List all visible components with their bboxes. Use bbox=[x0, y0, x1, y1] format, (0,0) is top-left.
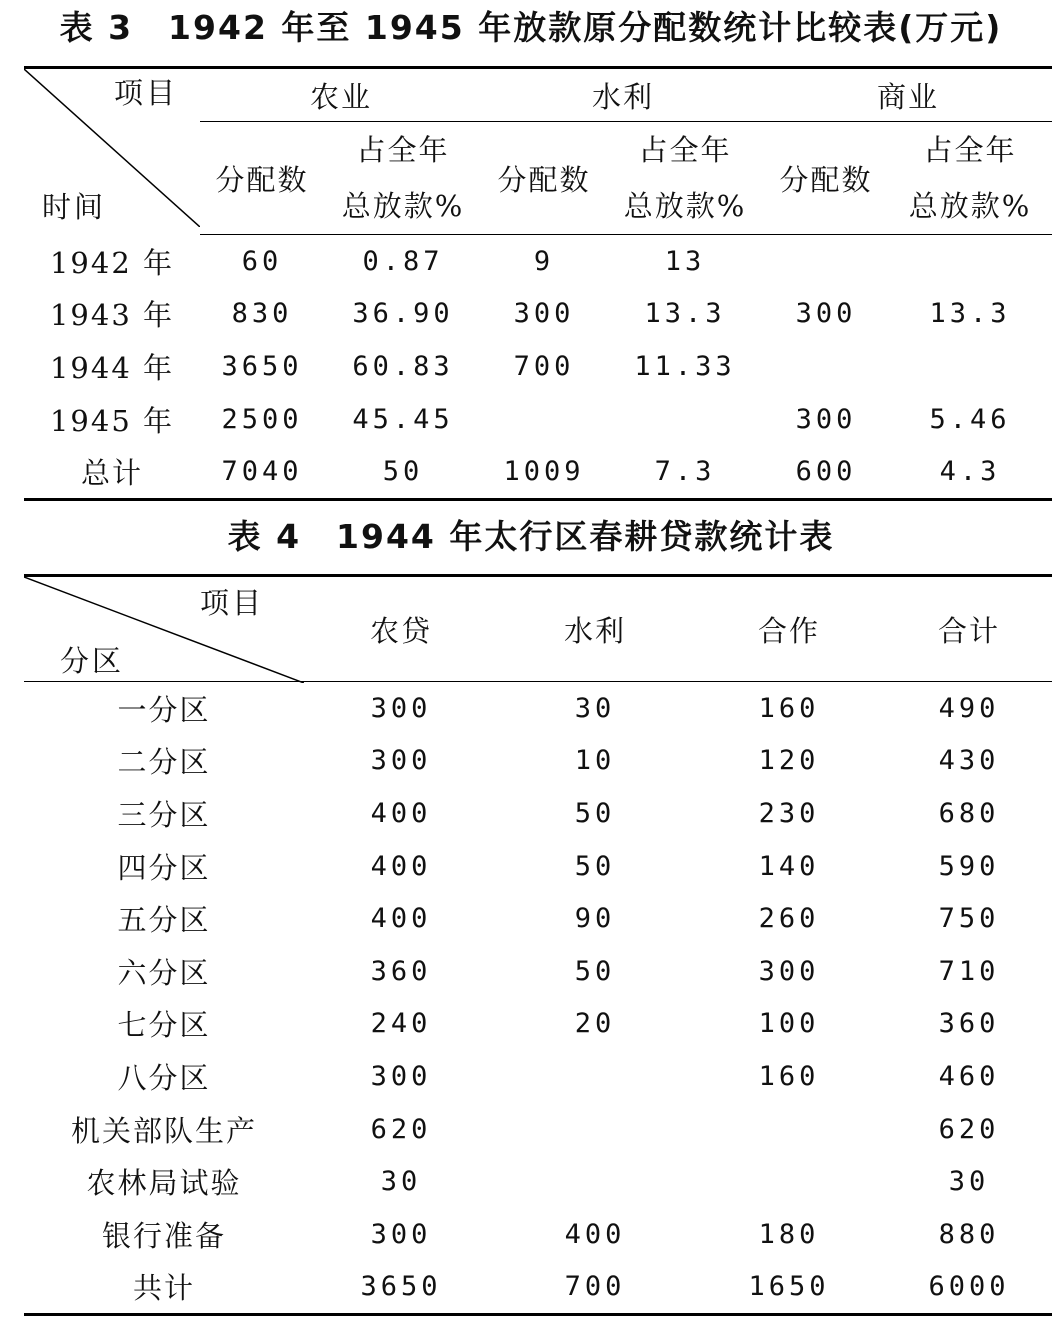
subheader-amount: 分配数 bbox=[764, 122, 888, 235]
table-row bbox=[24, 945, 1052, 998]
table3 bbox=[24, 66, 1052, 501]
table-cell: 700 bbox=[564, 1271, 626, 1303]
subheader-percent: 占全年 总放款% bbox=[888, 122, 1052, 235]
table-cell: 36.90 bbox=[352, 298, 454, 330]
row-label: 五分区 bbox=[117, 903, 211, 938]
table-cell: 300 bbox=[795, 403, 857, 435]
table-cell: 0.87 bbox=[362, 245, 444, 277]
table-cell: 13.3 bbox=[929, 298, 1011, 330]
table-cell bbox=[764, 340, 888, 393]
corner-time-label: 时间 bbox=[42, 190, 107, 224]
table-cell: 4.3 bbox=[939, 456, 1001, 488]
table-cell: 460 bbox=[938, 1060, 1000, 1092]
subheader-amount: 分配数 bbox=[200, 122, 324, 235]
table-cell: 300 bbox=[370, 745, 432, 777]
table-cell: 30 bbox=[574, 692, 616, 724]
table-cell: 1650 bbox=[748, 1271, 830, 1303]
row-label: 总计 bbox=[80, 456, 143, 491]
table-cell: 590 bbox=[938, 850, 1000, 882]
corner-item-label: 项目 bbox=[114, 76, 179, 110]
table-cell: 7.3 bbox=[654, 456, 716, 488]
table-cell: 11.33 bbox=[634, 350, 736, 382]
table-cell: 50 bbox=[574, 955, 616, 987]
table-cell bbox=[498, 1103, 692, 1156]
table-cell: 360 bbox=[938, 1008, 1000, 1040]
table-cell: 5.46 bbox=[929, 403, 1011, 435]
table-cell: 30 bbox=[948, 1166, 990, 1198]
row-label: 四分区 bbox=[117, 850, 211, 885]
table-cell: 710 bbox=[938, 955, 1000, 987]
table-cell: 45.45 bbox=[352, 403, 454, 435]
table-row bbox=[24, 840, 1052, 893]
table-row bbox=[24, 892, 1052, 945]
table-cell: 160 bbox=[758, 1060, 820, 1092]
column-header-cooperative: 合作 bbox=[692, 576, 886, 682]
row-label: 银行准备 bbox=[101, 1218, 226, 1253]
table-cell bbox=[482, 393, 606, 446]
table-cell: 400 bbox=[370, 797, 432, 829]
table-cell: 880 bbox=[938, 1218, 1000, 1250]
table-cell: 490 bbox=[938, 692, 1000, 724]
table-cell: 120 bbox=[758, 745, 820, 777]
table-cell bbox=[888, 235, 1052, 288]
table3-corner-cell bbox=[24, 68, 200, 235]
table-row bbox=[24, 288, 1052, 341]
table-cell: 50 bbox=[574, 850, 616, 882]
subheader-amount: 分配数 bbox=[482, 122, 606, 235]
table-cell bbox=[692, 1103, 886, 1156]
table-row bbox=[24, 393, 1052, 446]
table-cell bbox=[692, 1155, 886, 1208]
table-cell: 2500 bbox=[221, 403, 303, 435]
table-cell: 13.3 bbox=[644, 298, 726, 330]
row-label: 机关部队生产 bbox=[70, 1113, 257, 1148]
table-cell: 10 bbox=[574, 745, 616, 777]
table-cell: 9 bbox=[533, 245, 555, 277]
table-cell: 620 bbox=[938, 1113, 1000, 1145]
table-cell: 620 bbox=[370, 1113, 432, 1145]
table-cell: 3650 bbox=[221, 350, 303, 382]
table-cell: 680 bbox=[938, 797, 1000, 829]
table-cell: 20 bbox=[574, 1008, 616, 1040]
table-cell: 360 bbox=[370, 955, 432, 987]
corner-item-label: 项目 bbox=[200, 586, 265, 620]
table-row bbox=[24, 998, 1052, 1051]
table-cell: 60 bbox=[241, 245, 283, 277]
table4-caption: 表 4 1944 年太行区春耕贷款统计表 bbox=[227, 517, 835, 556]
row-label: 八分区 bbox=[117, 1060, 211, 1095]
table-cell: 100 bbox=[758, 1008, 820, 1040]
column-header-farm-loan: 农贷 bbox=[304, 576, 498, 682]
table-row bbox=[24, 1103, 1052, 1156]
table-cell: 140 bbox=[758, 850, 820, 882]
row-label: 农林局试验 bbox=[86, 1166, 242, 1201]
table-cell: 260 bbox=[758, 903, 820, 935]
table-cell bbox=[498, 1050, 692, 1103]
group-header-agriculture: 农业 bbox=[200, 68, 482, 122]
group-header-water: 水利 bbox=[482, 68, 764, 122]
table4 bbox=[24, 574, 1052, 1316]
table-cell: 400 bbox=[370, 850, 432, 882]
table-cell: 30 bbox=[380, 1166, 422, 1198]
column-header-water: 水利 bbox=[498, 576, 692, 682]
table-cell: 300 bbox=[370, 1060, 432, 1092]
row-label: 共计 bbox=[132, 1271, 195, 1306]
row-label: 1945 年 bbox=[49, 403, 175, 438]
row-label: 六分区 bbox=[117, 955, 211, 990]
table-cell: 1009 bbox=[503, 456, 585, 488]
table-cell: 90 bbox=[574, 903, 616, 935]
corner-zone-label: 分区 bbox=[60, 644, 125, 678]
table-cell: 300 bbox=[370, 692, 432, 724]
table-cell bbox=[764, 235, 888, 288]
table-cell: 400 bbox=[370, 903, 432, 935]
table-row bbox=[24, 1208, 1052, 1261]
row-label: 二分区 bbox=[117, 745, 211, 780]
table-row bbox=[24, 235, 1052, 288]
row-label: 七分区 bbox=[117, 1008, 211, 1043]
table-cell bbox=[606, 393, 764, 446]
row-label: 1943 年 bbox=[49, 298, 175, 333]
table4-corner-cell bbox=[24, 576, 304, 682]
table-cell: 180 bbox=[758, 1218, 820, 1250]
table-cell: 400 bbox=[564, 1218, 626, 1250]
table-row bbox=[24, 445, 1052, 499]
table-cell bbox=[888, 340, 1052, 393]
table-cell: 700 bbox=[513, 350, 575, 382]
table-cell: 300 bbox=[513, 298, 575, 330]
subheader-percent: 占全年 总放款% bbox=[606, 122, 764, 235]
table-row bbox=[24, 340, 1052, 393]
table3-caption: 表 3 1942 年至 1945 年放款原分配数统计比较表(万元) bbox=[59, 8, 1003, 47]
table-cell: 6000 bbox=[928, 1271, 1010, 1303]
table-cell: 60.83 bbox=[352, 350, 454, 382]
table-cell: 830 bbox=[231, 298, 293, 330]
group-header-commerce: 商业 bbox=[764, 68, 1052, 122]
table-cell: 300 bbox=[758, 955, 820, 987]
table-row bbox=[24, 1050, 1052, 1103]
row-label: 一分区 bbox=[117, 692, 211, 727]
table-cell: 230 bbox=[758, 797, 820, 829]
table-cell: 600 bbox=[795, 456, 857, 488]
table-cell: 50 bbox=[382, 456, 424, 488]
table-cell: 13 bbox=[664, 245, 706, 277]
table-cell bbox=[498, 1155, 692, 1208]
row-label: 1944 年 bbox=[49, 350, 175, 385]
table-row bbox=[24, 735, 1052, 788]
table-cell: 3650 bbox=[360, 1271, 442, 1303]
table-cell: 430 bbox=[938, 745, 1000, 777]
row-label: 1942 年 bbox=[49, 245, 175, 280]
table-cell: 240 bbox=[370, 1008, 432, 1040]
subheader-percent: 占全年 总放款% bbox=[324, 122, 482, 235]
row-label: 三分区 bbox=[117, 797, 211, 832]
table-row bbox=[24, 1155, 1052, 1208]
table-cell: 300 bbox=[795, 298, 857, 330]
table-cell: 750 bbox=[938, 903, 1000, 935]
table-cell: 300 bbox=[370, 1218, 432, 1250]
column-header-total: 合计 bbox=[886, 576, 1052, 682]
table-row bbox=[24, 787, 1052, 840]
table-cell: 160 bbox=[758, 692, 820, 724]
table-cell: 50 bbox=[574, 797, 616, 829]
table-cell: 7040 bbox=[221, 456, 303, 488]
table-row bbox=[24, 1261, 1052, 1315]
table-row bbox=[24, 682, 1052, 735]
